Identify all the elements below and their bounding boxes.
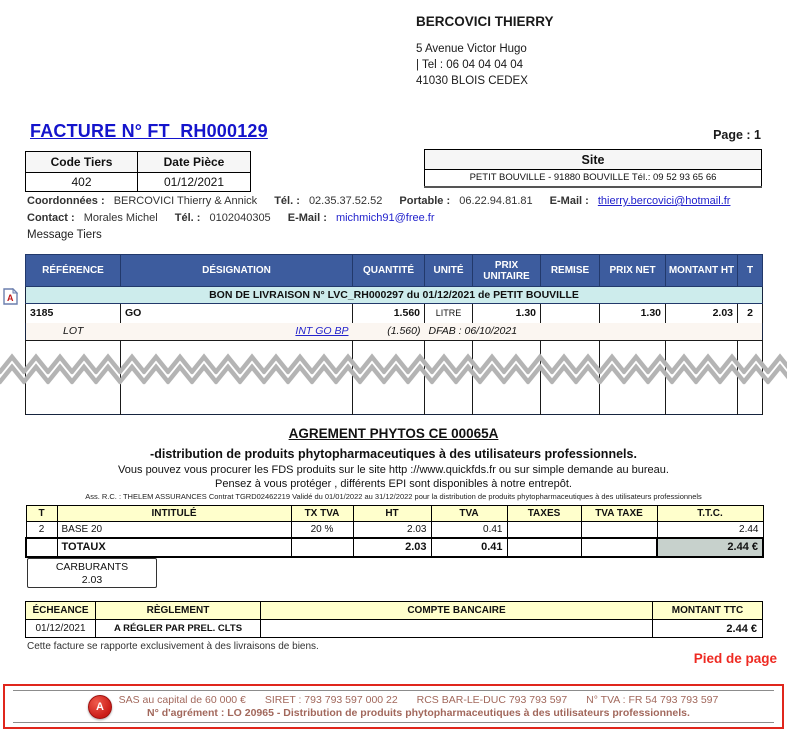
tva-row-intitule: BASE 20 [57, 522, 291, 538]
agrement-title: AGREMENT PHYTOS CE 00065A [288, 426, 499, 441]
agrement-insurance-line: Ass. R.C. : THELEM ASSURANCES Contrat TGRD02462219 Validé du 01/01/2022 au 31/12/2022 pour la distribution de produits phytopharmaceutiques à des utilisateurs professionnels [85, 492, 702, 501]
lot-link[interactable]: INT GO BP [295, 325, 349, 338]
footer-text [13, 694, 774, 719]
ht-header: HT [353, 506, 431, 522]
totaux-tva: 0.41 [431, 538, 507, 557]
t-header: T [738, 255, 763, 287]
svg-text:A: A [7, 293, 14, 303]
item-reference: 3185 [26, 304, 121, 323]
reglement-value: A RÉGLER PAR PREL. CLTS [96, 620, 261, 638]
tva-row-tva-taxe [581, 522, 657, 538]
item-t: 2 [738, 304, 763, 323]
invoice-title[interactable]: FACTURE N° FT RH000129 [30, 121, 268, 141]
echeance-table [25, 601, 763, 638]
item-designation: GO [121, 304, 353, 323]
coordonnees-name: BERCOVICI Thierry & Annick [113, 195, 258, 207]
item-prix-unitaire: 1.30 [473, 304, 541, 323]
portable-value: 06.22.94.81.81 [459, 195, 533, 207]
code-tiers-table [25, 151, 251, 192]
item-montant-ht: 2.03 [666, 304, 738, 323]
prix-net-header: PRIX NET [600, 255, 666, 287]
company-address-line: 5 Avenue Victor Hugo [416, 43, 527, 55]
coordonnees-block [27, 195, 730, 229]
footer-capital: SAS au capital de 60 000 € [118, 694, 246, 706]
ttc-header: T.T.C. [657, 506, 763, 522]
agrement-section [0, 426, 787, 501]
totals-header-row [26, 506, 763, 522]
invoice-note: Cette facture se rapporte exclusivement à des livraisons de biens. [27, 641, 319, 652]
agrement-line3: Pensez à vous protéger , différents EPI sont disponibles à notre entrepôt. [215, 478, 572, 490]
site-value: PETIT BOUVILLE - 91880 BOUVILLE Tél.: 09 52 93 65 66 [425, 170, 762, 187]
footer-box [3, 684, 784, 729]
contact-tel-label: Tél. : [174, 212, 201, 224]
tva-row-taux: 20 % [291, 522, 353, 538]
contact-email-label: E-Mail : [287, 212, 327, 224]
message-tiers-label: Message Tiers [27, 229, 102, 241]
lot-row [26, 323, 763, 341]
taxes-header: TAXES [507, 506, 581, 522]
prix-unitaire-header: PRIX UNITAIRE [473, 255, 541, 287]
agrement-line2: Vous pouvez vous procurer les FDS produits sur le site http ://www.quickfds.fr ou sur simple demande au bureau. [118, 464, 669, 476]
contact-line [27, 212, 730, 224]
totaux-row [26, 538, 763, 557]
date-piece-header: Date Pièce [138, 152, 251, 173]
compte-bancaire-value [261, 620, 653, 638]
lot-label: LOT [26, 323, 121, 341]
tva-row-ht: 2.03 [353, 522, 431, 538]
lot-dfab: DFAB : 06/10/2021 [425, 323, 763, 341]
unite-header: UNITÉ [425, 255, 473, 287]
page-number: Page : 1 [713, 128, 761, 142]
reglement-header: RÈGLEMENT [96, 602, 261, 620]
tel-value: 02.35.37.52.52 [308, 195, 383, 207]
contact-tel-value: 0102040305 [209, 212, 271, 224]
portable-label: Portable : [399, 195, 451, 207]
contact-name: Morales Michel [83, 212, 158, 224]
tva-base-row [26, 522, 763, 538]
echeance-row [26, 620, 763, 638]
items-header-row [26, 255, 763, 287]
tva-row-t: 2 [26, 522, 57, 538]
item-unite: LITRE [425, 304, 473, 323]
reference-header: RÉFÉRENCE [26, 255, 121, 287]
carburants-label: CARBURANTS [55, 561, 129, 573]
footer-tva: N° TVA : FR 54 793 793 597 [586, 694, 719, 706]
contact-label: Contact : [27, 212, 75, 224]
echeance-header: ÉCHEANCE [26, 602, 96, 620]
tva-taxe-header: TVA TAXE [581, 506, 657, 522]
company-phone-line: | Tel : 06 04 04 04 04 [416, 59, 523, 71]
designation-header: DÉSIGNATION [121, 255, 353, 287]
email-link[interactable]: thierry.bercovici@hotmail.fr [597, 195, 731, 207]
letterhead [416, 14, 554, 89]
tva-row-taxes [507, 522, 581, 538]
lot-quantite: (1.560) [353, 323, 425, 341]
item-prix-net: 1.30 [600, 304, 666, 323]
quantite-header: QUANTITÉ [353, 255, 425, 287]
code-tiers-header: Code Tiers [26, 152, 138, 173]
tva-row-tva: 0.41 [431, 522, 507, 538]
empty-rows-area [26, 341, 763, 415]
t-col-header: T [26, 506, 57, 522]
lot-link-cell [121, 323, 353, 341]
agrement-line1: -distribution de produits phytopharmaceutiques à des utilisateurs professionnels. [150, 447, 637, 461]
tel-label: Tél. : [274, 195, 300, 207]
delivery-note-text: BON DE LIVRAISON N° LVC_RH000297 du 01/12/2021 de PETIT BOUVILLE [26, 287, 763, 304]
coordonnees-line [27, 195, 730, 207]
totaux-ht: 2.03 [353, 538, 431, 557]
footer-rcs: RCS BAR-LE-DUC 793 793 597 [416, 694, 568, 706]
compte-bancaire-header: COMPTE BANCAIRE [261, 602, 653, 620]
footer-inner [13, 690, 774, 723]
montant-ttc-value: 2.44 € [653, 620, 763, 638]
annotation-a-marker: A [88, 695, 112, 719]
footer-legal-line [73, 694, 764, 706]
echeance-header-row [26, 602, 763, 620]
coordonnees-label: Coordonnées : [27, 195, 105, 207]
item-quantite: 1.560 [353, 304, 425, 323]
footer-agrement-line: N° d'agrément : LO 20965 - Distribution de produits phytopharmaceutiques à des utilisateurs professionnels. [147, 707, 690, 719]
carburants-box [27, 558, 157, 588]
pied-de-page-label: Pied de page [693, 651, 777, 666]
footer-siret: SIRET : 793 793 597 000 22 [264, 694, 398, 706]
delivery-note-band [26, 287, 763, 304]
montant-ttc-header: MONTANT TTC [653, 602, 763, 620]
item-remise [541, 304, 600, 323]
email-label: E-Mail : [549, 195, 589, 207]
company-city-line: 41030 BLOIS CEDEX [416, 75, 528, 87]
echeance-date: 01/12/2021 [26, 620, 96, 638]
tva-header: TVA [431, 506, 507, 522]
site-table [424, 149, 762, 188]
contact-email-link[interactable]: michmich91@free.fr [335, 212, 435, 224]
remise-header: REMISE [541, 255, 600, 287]
tva-row-ttc: 2.44 [657, 522, 763, 538]
items-table [25, 254, 763, 415]
site-header: Site [425, 150, 762, 170]
totaux-label: TOTAUX [57, 538, 291, 557]
totals-table [25, 505, 764, 558]
totaux-ttc: 2.44 € [657, 538, 763, 557]
pdf-icon[interactable] [3, 288, 18, 305]
code-tiers-value: 402 [26, 173, 138, 192]
company-name: BERCOVICI THIERRY [416, 14, 554, 29]
intitule-header: INTITULÉ [57, 506, 291, 522]
montant-ht-header: MONTANT HT [666, 255, 738, 287]
carburants-value: 2.03 [81, 574, 103, 586]
table-row [26, 304, 763, 323]
tx-tva-header: TX TVA [291, 506, 353, 522]
date-piece-value: 01/12/2021 [138, 173, 251, 192]
